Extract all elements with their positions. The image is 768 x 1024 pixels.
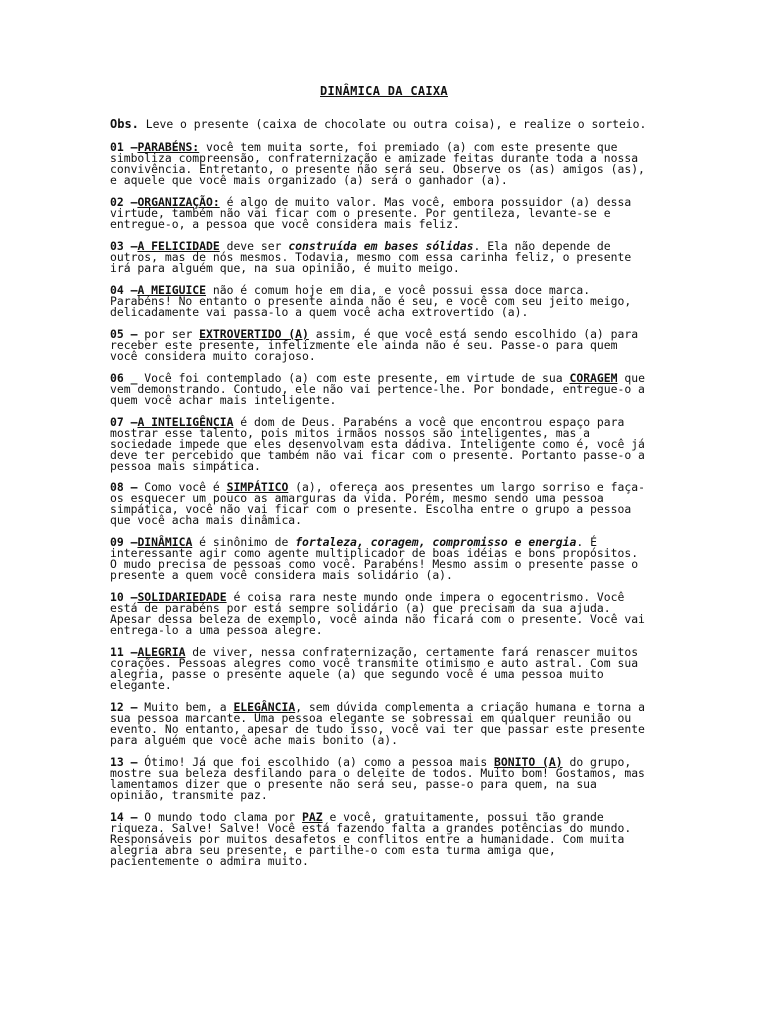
paragraph-keyword: A MEIGUICE — [137, 283, 207, 297]
paragraph-line: e aquele que você mais organizado (a) será o ganhador (a). — [110, 172, 508, 187]
paragraph-keyword: BONITO (A) — [494, 755, 563, 769]
paragraph-line: O mudo precisa de pessoas como você. Parabéns! Mesmo assim o presente passe o — [110, 556, 639, 571]
paragraph-02 — [110, 197, 658, 230]
paragraph-line: você considera muito corajoso. — [110, 348, 316, 363]
document-title: DINÂMICA DA CAIXA — [320, 84, 448, 98]
paragraph-line: alegria abra seu presente, e partilhe-o com esta turma amiga que, — [110, 842, 556, 857]
paragraph-line: elegante. — [110, 677, 172, 692]
paragraph-03 — [110, 241, 658, 274]
paragraph-line: interessante agir como agente multiplicador de boas idéias e bons propósitos. — [110, 545, 639, 560]
paragraph-number: 10 – — [110, 590, 138, 604]
paragraph-line: pacientemente o admira muito. — [110, 853, 309, 868]
paragraph-line: entregue-o, a pessoa que você considera mais feliz. — [110, 216, 460, 231]
paragraph-line: alegria, passe o presente aquele (a) que segundo você é uma pessoa muito — [110, 666, 604, 681]
paragraph-13 — [110, 757, 658, 801]
paragraph-06 — [110, 373, 658, 406]
paragraph-keyword: ORGANIZAÇÃO: — [137, 195, 220, 209]
paragraph-number: 12 – — [110, 700, 138, 714]
paragraph-04 — [110, 285, 658, 318]
paragraph-line: pessoa mais simpática. — [110, 458, 261, 473]
paragraph-number: 13 – — [110, 755, 138, 769]
paragraph-text: e você, gratuitamente, possui tão grande — [322, 810, 604, 824]
paragraph-text: , sem dúvida complementa a criação humana e torna a — [295, 700, 645, 714]
paragraph-emphasis: fortaleza, coragem, compromisso e energia — [295, 535, 577, 549]
paragraph-keyword: A FELICIDADE — [137, 239, 220, 253]
paragraph-keyword: DINÂMICA — [137, 535, 193, 549]
paragraph-10 — [110, 592, 658, 636]
paragraph-line: simpática, você não vai ficar com o presente. Escolha entre o grupo a pessoa — [110, 501, 632, 516]
paragraph-keyword: PARABÉNS: — [137, 140, 200, 154]
paragraph-14 — [110, 812, 658, 867]
paragraph-11 — [110, 647, 658, 691]
paragraph-line: delicadamente vai passa-lo a quem você acha extrovertido (a). — [110, 304, 529, 319]
paragraph-number: 07 – — [110, 415, 138, 429]
paragraph-line: presente a quem você considera mais solidário (a). — [110, 567, 453, 582]
paragraph-number: 04 – — [110, 283, 138, 297]
paragraph-line: sua pessoa marcante. Uma pessoa elegante se sobressai em qualquer reunião ou — [110, 710, 632, 725]
paragraph-line: evento. No entanto, apesar de tudo isso, você vai ter que passar este presente — [110, 721, 645, 736]
paragraph-08 — [110, 482, 658, 526]
paragraph-text: é coisa rara neste mundo onde impera o egocentrismo. Você — [226, 590, 625, 604]
paragraph-text: que — [617, 371, 645, 385]
obs-note — [110, 119, 646, 130]
paragraph-line: mostre sua beleza desfilando para o deleite de todos. Muito bom! Gostamos, mas — [110, 765, 645, 780]
paragraph-line: os esquecer um pouco as amarguras da vida. Porém, mesmo sendo uma pessoa — [110, 490, 604, 505]
paragraph-line: lamentamos dizer que o presente não será seu, passe-o para quem, na sua — [110, 776, 597, 791]
paragraph-number: 06 _ — [110, 371, 138, 385]
paragraph-text: do grupo, — [562, 755, 632, 769]
paragraph-number: 14 – — [110, 810, 138, 824]
paragraph-line: virtude, também não vai ficar com o presente. Por gentileza, levante-se e — [110, 205, 611, 220]
paragraph-line: sociedade impede que eles desenvolvam esta dádiva. Inteligente como é, você já — [110, 436, 645, 451]
paragraph-number: 05 – — [110, 327, 138, 341]
paragraph-09 — [110, 537, 658, 581]
obs-label: Obs. — [110, 117, 139, 131]
obs-text: Leve o presente (caixa de chocolate ou outra coisa), e realize o sorteio. — [138, 117, 647, 131]
paragraph-01 — [110, 142, 658, 186]
paragraph-line: Apesar dessa beleza de exemplo, você ainda não ficará com o presente. Você vai — [110, 611, 645, 626]
paragraph-keyword: SIMPÁTICO — [226, 480, 289, 494]
paragraph-text: Você foi contemplado (a) com este presente, em virtude de sua — [137, 371, 570, 385]
paragraph-number: 01 – — [110, 140, 138, 154]
paragraph-line: opinião, transmite paz. — [110, 787, 268, 802]
paragraph-line: corações. Pessoas alegres como você transmite otimismo e auto astral. Com sua — [110, 655, 639, 670]
paragraph-12 — [110, 702, 658, 746]
paragraph-line: que você acha mais dinâmica. — [110, 512, 303, 527]
paragraph-number: 11 – — [110, 645, 138, 659]
paragraph-keyword: EXTROVERTIDO (A) — [199, 327, 309, 341]
paragraph-line: vem demonstrando. Contudo, ele não vai pertence-lhe. Por bondade, entregue-o a — [110, 381, 645, 396]
paragraph-text: O mundo todo clama por — [137, 810, 303, 824]
paragraph-text: . Ela não depende de — [473, 239, 611, 253]
paragraph-text: (a), ofereça aos presentes um largo sorriso e faça- — [288, 480, 645, 494]
paragraph-number: 09 – — [110, 535, 138, 549]
paragraph-line: Responsáveis por muitos desafetos e conflitos entre a humanidade. Com muita — [110, 831, 625, 846]
paragraph-text: Como você é — [137, 480, 227, 494]
paragraph-emphasis: construída em bases sólidas — [288, 239, 474, 253]
paragraph-line: Parabéns! No entanto o presente ainda não é seu, e você com seu jeito meigo, — [110, 293, 632, 308]
paragraph-text: de viver, nessa confraternização, certamente fará renascer muitos — [185, 645, 639, 659]
paragraph-text: deve ser — [219, 239, 289, 253]
paragraph-line: mostrar esse talento, pois mitos irmãos nossos são inteligentes, mas a — [110, 425, 591, 440]
paragraph-text: você tem muita sorte, foi premiado (a) com este presente que — [199, 140, 618, 154]
paragraph-keyword: ELEGÂNCIA — [233, 700, 296, 714]
paragraph-line: simboliza compreensão, confraternização e amizade feitas durante toda a nossa — [110, 150, 639, 165]
paragraph-line: deve ter percebido que também não vai ficar com o presente. Portanto passe-o a — [110, 447, 645, 462]
paragraph-line: receber este presente, infelizmente ele ainda não é seu. Passe-o para quem — [110, 337, 618, 352]
paragraph-text: Ótimo! Já que foi escolhido (a) como a pessoa mais — [137, 755, 495, 769]
paragraph-line: está de parabéns por está sempre solidário (a) que precisam da sua ajuda. — [110, 600, 611, 615]
paragraph-line: irá para alguém que, na sua opinião, é muito meigo. — [110, 260, 460, 275]
paragraph-number: 03 – — [110, 239, 138, 253]
paragraph-keyword: SOLIDARIEDADE — [137, 590, 227, 604]
paragraph-07 — [110, 417, 658, 472]
paragraph-keyword: CORAGEM — [569, 371, 618, 385]
paragraph-keyword: PAZ — [302, 810, 323, 824]
paragraph-line: convivência. Entretanto, o presente não será seu. Observe os (as) amigos (as), — [110, 161, 645, 176]
paragraph-keyword: A INTELIGÊNCIA — [137, 415, 234, 429]
paragraph-line: riqueza. Salve! Salve! Você está fazendo falta a grandes potências do mundo. — [110, 820, 632, 835]
paragraph-text: por ser — [137, 327, 200, 341]
paragraph-text: é algo de muito valor. Mas você, embora possuidor (a) dessa — [219, 195, 632, 209]
paragraph-text: Muito bem, a — [137, 700, 234, 714]
paragraph-line: quem você achar mais inteligente. — [110, 392, 337, 407]
paragraph-line: outros, mas de nós mesmos. Todavia, mesmo com essa carinha feliz, o presente — [110, 249, 632, 264]
paragraph-number: 02 – — [110, 195, 138, 209]
paragraph-text: não é comum hoje em dia, e você possui essa doce marca. — [206, 283, 591, 297]
paragraph-text: é dom de Deus. Parabéns a você que encontrou espaço para — [233, 415, 625, 429]
paragraph-keyword: ALEGRIA — [137, 645, 186, 659]
paragraph-text: assim, é que você está sendo escolhido (a) para — [308, 327, 639, 341]
paragraph-text: é sinônimo de — [192, 535, 296, 549]
paragraph-line: entrega-lo a uma pessoa alegre. — [110, 622, 323, 637]
paragraph-text: . É — [576, 535, 597, 549]
paragraph-line: para alguém que você ache mais bonito (a). — [110, 732, 399, 747]
paragraph-05 — [110, 329, 658, 362]
paragraph-number: 08 – — [110, 480, 138, 494]
